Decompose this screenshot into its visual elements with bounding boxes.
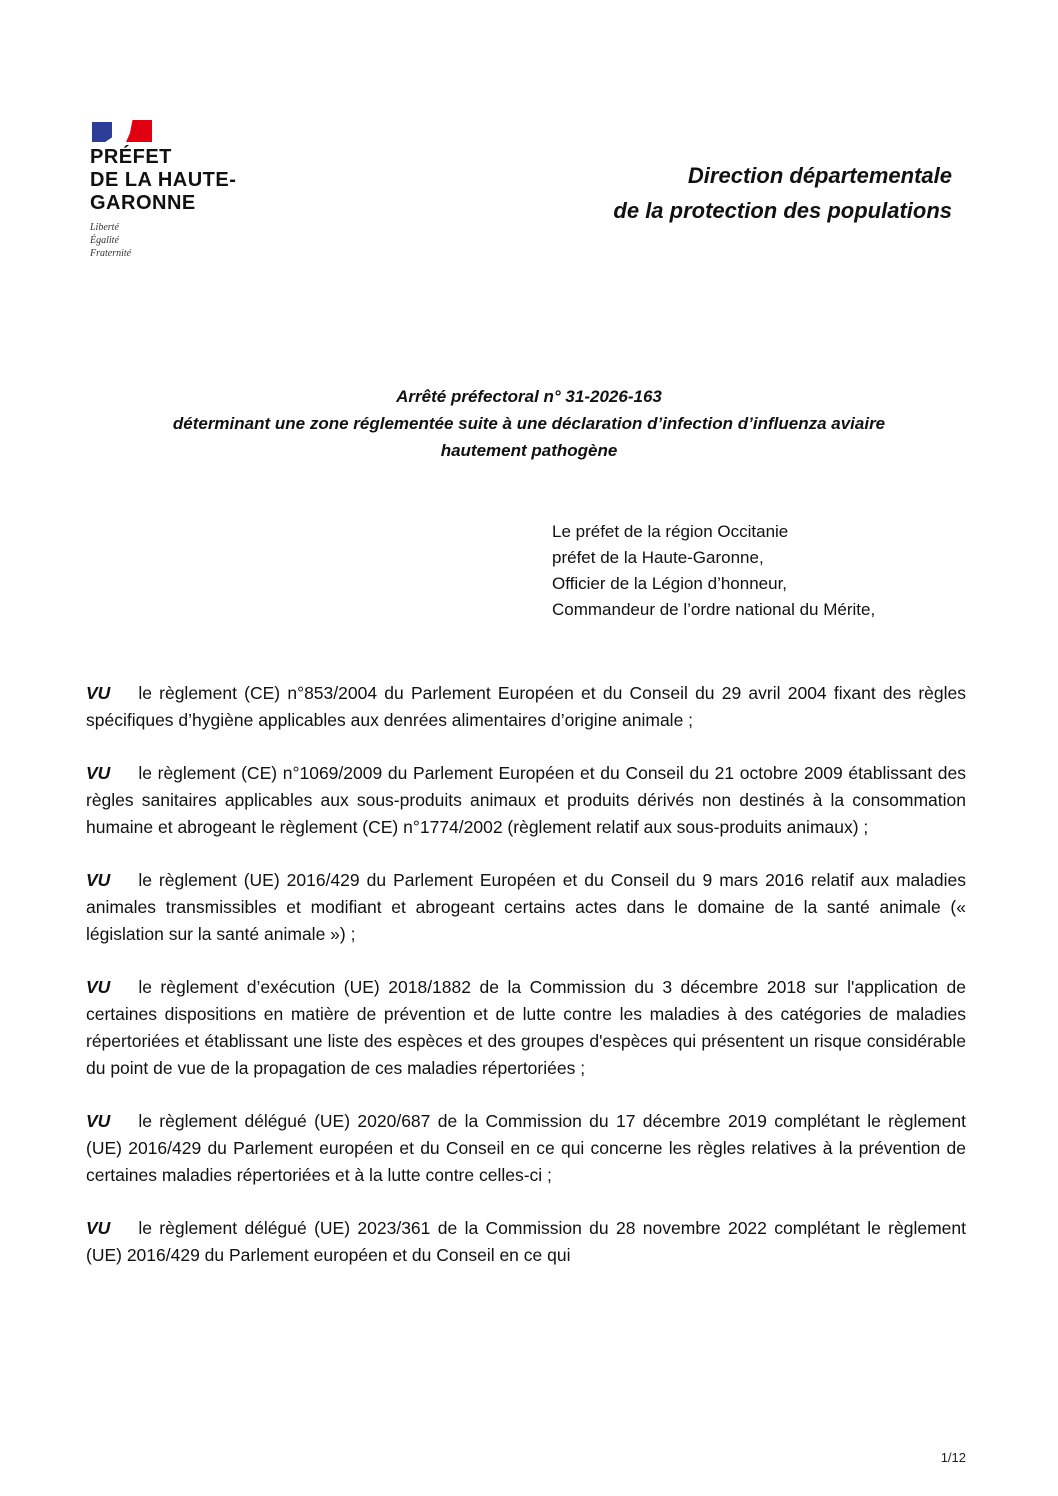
prefecture-logo <box>90 118 290 260</box>
consideration-text: le règlement (UE) 2016/429 du Parlement Européen et du Conseil du 9 mars 2016 relatif aux maladies animales transmissibles et modifiant et abrogeant certains actes dans le domaine de la santé animale (« législation sur la santé animale ») ; <box>86 870 966 944</box>
logo-line-2: DE LA HAUTE- <box>90 169 237 191</box>
considerations-list <box>86 680 966 1295</box>
consideration-item <box>86 760 966 841</box>
decree-subject-line-1: déterminant une zone réglementée suite à une déclaration d’infection d’influenza aviaire <box>172 414 886 433</box>
decree-subject-line-2: hautement pathogène <box>440 441 618 460</box>
prefect-line-1: Le préfet de la région Occitanie <box>552 522 789 541</box>
consideration-text: le règlement (CE) n°853/2004 du Parlement Européen et du Conseil du 29 avril 2004 fixant des règles spécifiques d’hygiène applicables aux denrées alimentaires d’origine animale ; <box>86 683 966 730</box>
direction-line-2: de la protection des populations <box>613 198 952 223</box>
consideration-item <box>86 680 966 734</box>
decree-title <box>86 383 972 464</box>
republic-motto <box>90 221 290 260</box>
motto-egalite: Égalité <box>90 235 119 246</box>
prefect-line-4: Commandeur de l’ordre national du Mérite, <box>552 600 876 619</box>
marianne-flag-icon <box>92 118 156 146</box>
vu-keyword: VU <box>86 870 111 890</box>
motto-liberte: Liberté <box>90 222 119 233</box>
vu-keyword: VU <box>86 1111 111 1131</box>
prefect-line-2: préfet de la Haute-Garonne, <box>552 548 764 567</box>
direction-line-1: Direction départementale <box>687 163 952 188</box>
page-number: 1/12 <box>940 1450 966 1465</box>
vu-keyword: VU <box>86 977 111 997</box>
logo-line-3: GARONNE <box>90 192 196 214</box>
consideration-text: le règlement d’exécution (UE) 2018/1882 de la Commission du 3 décembre 2018 sur l'application de certaines dispositions en matière de prévention et de lutte contre les maladies à des catégories de maladies répertoriées et établissant une liste des espèces et des groupes d'espèces qui présentent un risque considérable du point de vue de la propagation de ces maladies répertoriées ; <box>86 977 966 1078</box>
vu-keyword: VU <box>86 763 111 783</box>
consideration-text: le règlement délégué (UE) 2020/687 de la Commission du 17 décembre 2019 complétant le règlement (UE) 2016/429 du Parlement européen et du Conseil en ce qui concerne les règles relatives à la prévention de certaines maladies répertoriées et à la lutte contre celles-ci ; <box>86 1111 966 1185</box>
consideration-text: le règlement (CE) n°1069/2009 du Parlement Européen et du Conseil du 21 octobre 2009 établissant des règles sanitaires applicables aux sous-produits animaux et produits dérivés non destinés à la consommation humaine et abrogeant le règlement (CE) n°1774/2002 (règlement relatif aux sous-produits animaux) ; <box>86 763 966 837</box>
consideration-item <box>86 1108 966 1189</box>
prefect-titles <box>552 519 875 623</box>
decree-number: Arrêté préfectoral n° 31-2026-163 <box>396 387 662 406</box>
motto-fraternite: Fraternité <box>90 248 132 259</box>
consideration-item <box>86 974 966 1082</box>
department-header <box>613 158 952 228</box>
prefect-line-3: Officier de la Légion d’honneur, <box>552 574 788 593</box>
consideration-item <box>86 1215 966 1269</box>
vu-keyword: VU <box>86 683 111 703</box>
consideration-text: le règlement délégué (UE) 2023/361 de la Commission du 28 novembre 2022 complétant le règlement (UE) 2016/429 du Parlement européen et du Conseil en ce qui <box>86 1218 966 1265</box>
consideration-item <box>86 867 966 948</box>
vu-keyword: VU <box>86 1218 111 1238</box>
logo-line-1: PRÉFET <box>90 146 172 168</box>
